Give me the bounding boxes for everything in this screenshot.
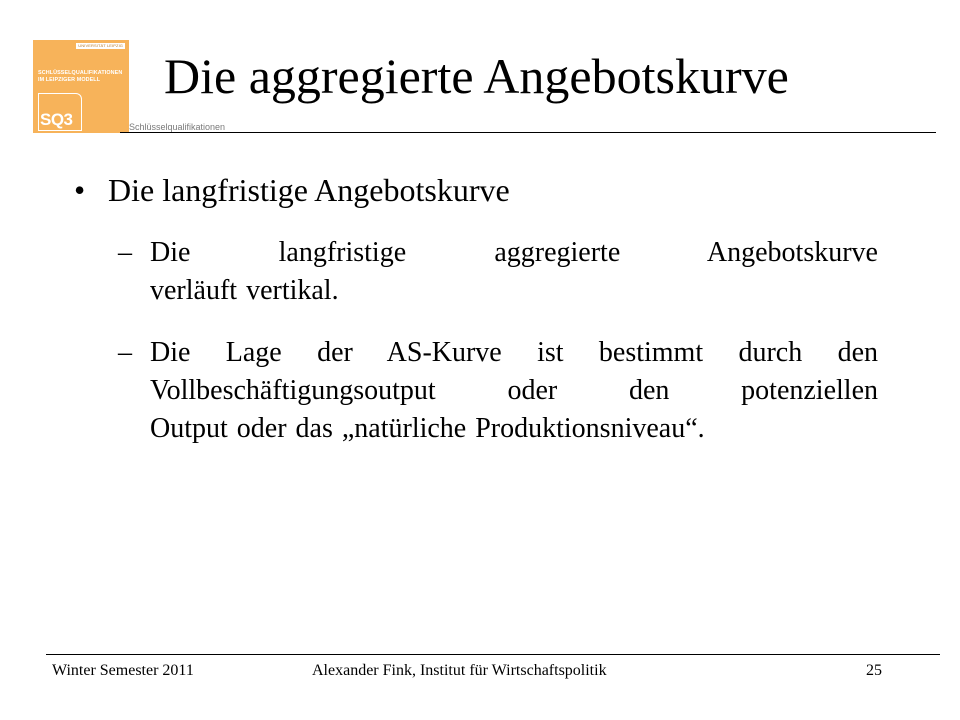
sub-bullet-line: Vollbeschäftigungsoutput oder den potenziellen <box>150 375 878 406</box>
logo-line-2: IM LEIPZIGER MODELL <box>38 77 101 83</box>
sub-bullet-line: Die langfristige aggregierte Angebotskurve <box>150 237 878 268</box>
page-number: 25 <box>866 662 882 679</box>
sub-bullet-marker: – <box>118 237 132 268</box>
logo-university-label: UNIVERSITÄT LEIPZIG <box>78 43 123 48</box>
sub-bullet-marker: – <box>118 337 132 368</box>
footer-semester: Winter Semester 2011 <box>52 662 194 679</box>
logo-line-1: SCHLÜSSELQUALIFIKATIONEN <box>38 70 123 76</box>
sub-bullet-text <box>150 334 878 448</box>
logo-mark: SQ3 <box>40 110 73 129</box>
sub-bullet-line: verläuft vertikal. <box>150 275 339 306</box>
sub-bullet-line: Output oder das „natürliche Produktionsniveau“. <box>150 413 705 444</box>
bullet-marker: • <box>74 172 86 208</box>
logo-subtitle: Schlüsselqualifikationen <box>129 122 226 132</box>
sub-bullet-text <box>150 234 878 310</box>
bullet-item <box>74 170 894 210</box>
footer-author: Alexander Fink, Institut für Wirtschaftspolitik <box>312 662 607 679</box>
footer-divider <box>46 654 940 655</box>
sub-bullet-line: Die Lage der AS-Kurve ist bestimmt durch den <box>150 337 878 368</box>
bullet-text: Die langfristige Angebotskurve <box>108 172 510 208</box>
title-divider <box>120 132 936 133</box>
sq3-logo <box>33 40 129 133</box>
slide-title: Die aggregierte Angebotskurve <box>164 48 789 104</box>
